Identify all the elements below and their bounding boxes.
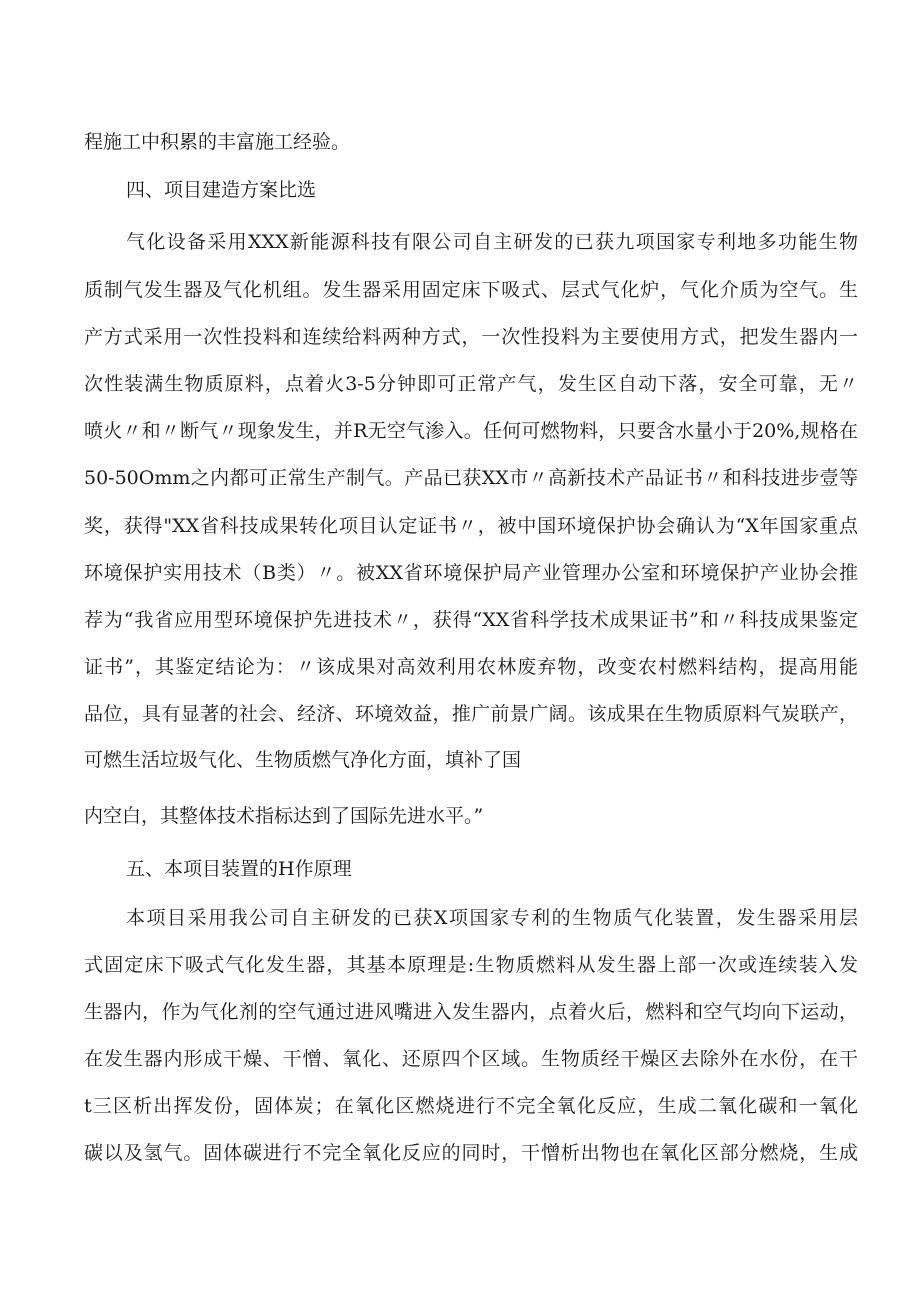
paragraph-line: 品位，具有显著的社会、经济、环境效益，推广前景广阔。该成果在生物质原料气炭联产， [84,703,858,725]
paragraph-line: 环境保护实用技术（B类）〃。被XX省环境保护局产业管理办公室和环境保护产业协会推 [84,562,858,584]
paragraph-line: 次性装满生物质原料，点着火3-5分钟即可正常产气，发生区自动下落，安全可靠，无〃 [84,373,858,395]
section-heading: 四、项目建造方案比选 [126,179,317,201]
paragraph-line: 在发生器内形成干燥、干憎、氧化、还原四个区域。生物质经干燥区去除外在水份，在干 [84,1048,858,1070]
paragraph-line: 本项目采用我公司自主研发的已获X项国家专利的生物质气化装置，发生器采用层 [126,907,858,929]
paragraph-line: t三区析出挥发份，固体炭；在氧化区燃烧进行不完全氧化反应，生成二氧化碳和一氧化 [84,1095,858,1117]
paragraph-line: 质制气发生器及气化机组。发生器采用固定床下吸式、层式气化炉，气化介质为空气。生 [84,279,858,301]
paragraph-line: 50-50Omm之内都可正常生产制气。产品已获XX市〃高新技术产品证书〃和科技进步壹等 [84,467,858,489]
paragraph-line: 奖，获得"XX省科技成果转化项目认定证书〃，被中国环境保护协会确认为“X年国家重点 [84,515,858,537]
paragraph-line: 程施工中积累的丰富施工经验。 [84,131,351,153]
paragraph-line: 碳以及氢气。固体碳进行不完全氧化反应的同时，干憎析出物也在氧化区部分燃烧，生成 [84,1142,858,1164]
paragraph-line: 内空白，其整体技术指标达到了国际先进水平。” [84,805,484,827]
paragraph-line: 产方式采用一次性投料和连续给料两种方式，一次性投料为主要使用方式，把发生器内一 [84,326,858,348]
paragraph-line: 式固定床下吸式气化发生器，其基本原理是:生物质燃料从发生器上部一次或连续装入发 [84,954,858,976]
paragraph-line: 生器内，作为气化剂的空气通过进风嘴进入发生器内，点着火后，燃料和空气均向下运动， [84,1001,858,1023]
paragraph-line: 证书”，其鉴定结论为：〃该成果对高效利用农林废弃物，改变农村燃料结构，提高用能 [84,656,858,678]
paragraph-line: 荐为“我省应用型环境保护先进技术〃，获得“XX省科学技术成果证书”和〃科技成果鉴定 [84,609,858,631]
paragraph-line: 喷火〃和〃断气〃现象发生，并R无空气渗入。任何可燃物料，只要含水量小于20%,规格在 [84,420,858,442]
paragraph-line: 可燃生活垃圾气化、生物质燃气净化方面，填补了国 [84,749,522,771]
paragraph-line: 气化设备采用XXX新能源科技有限公司自主研发的已获九项国家专利地多功能生物 [126,231,858,253]
section-heading: 五、本项目装置的H作原理 [126,858,352,880]
